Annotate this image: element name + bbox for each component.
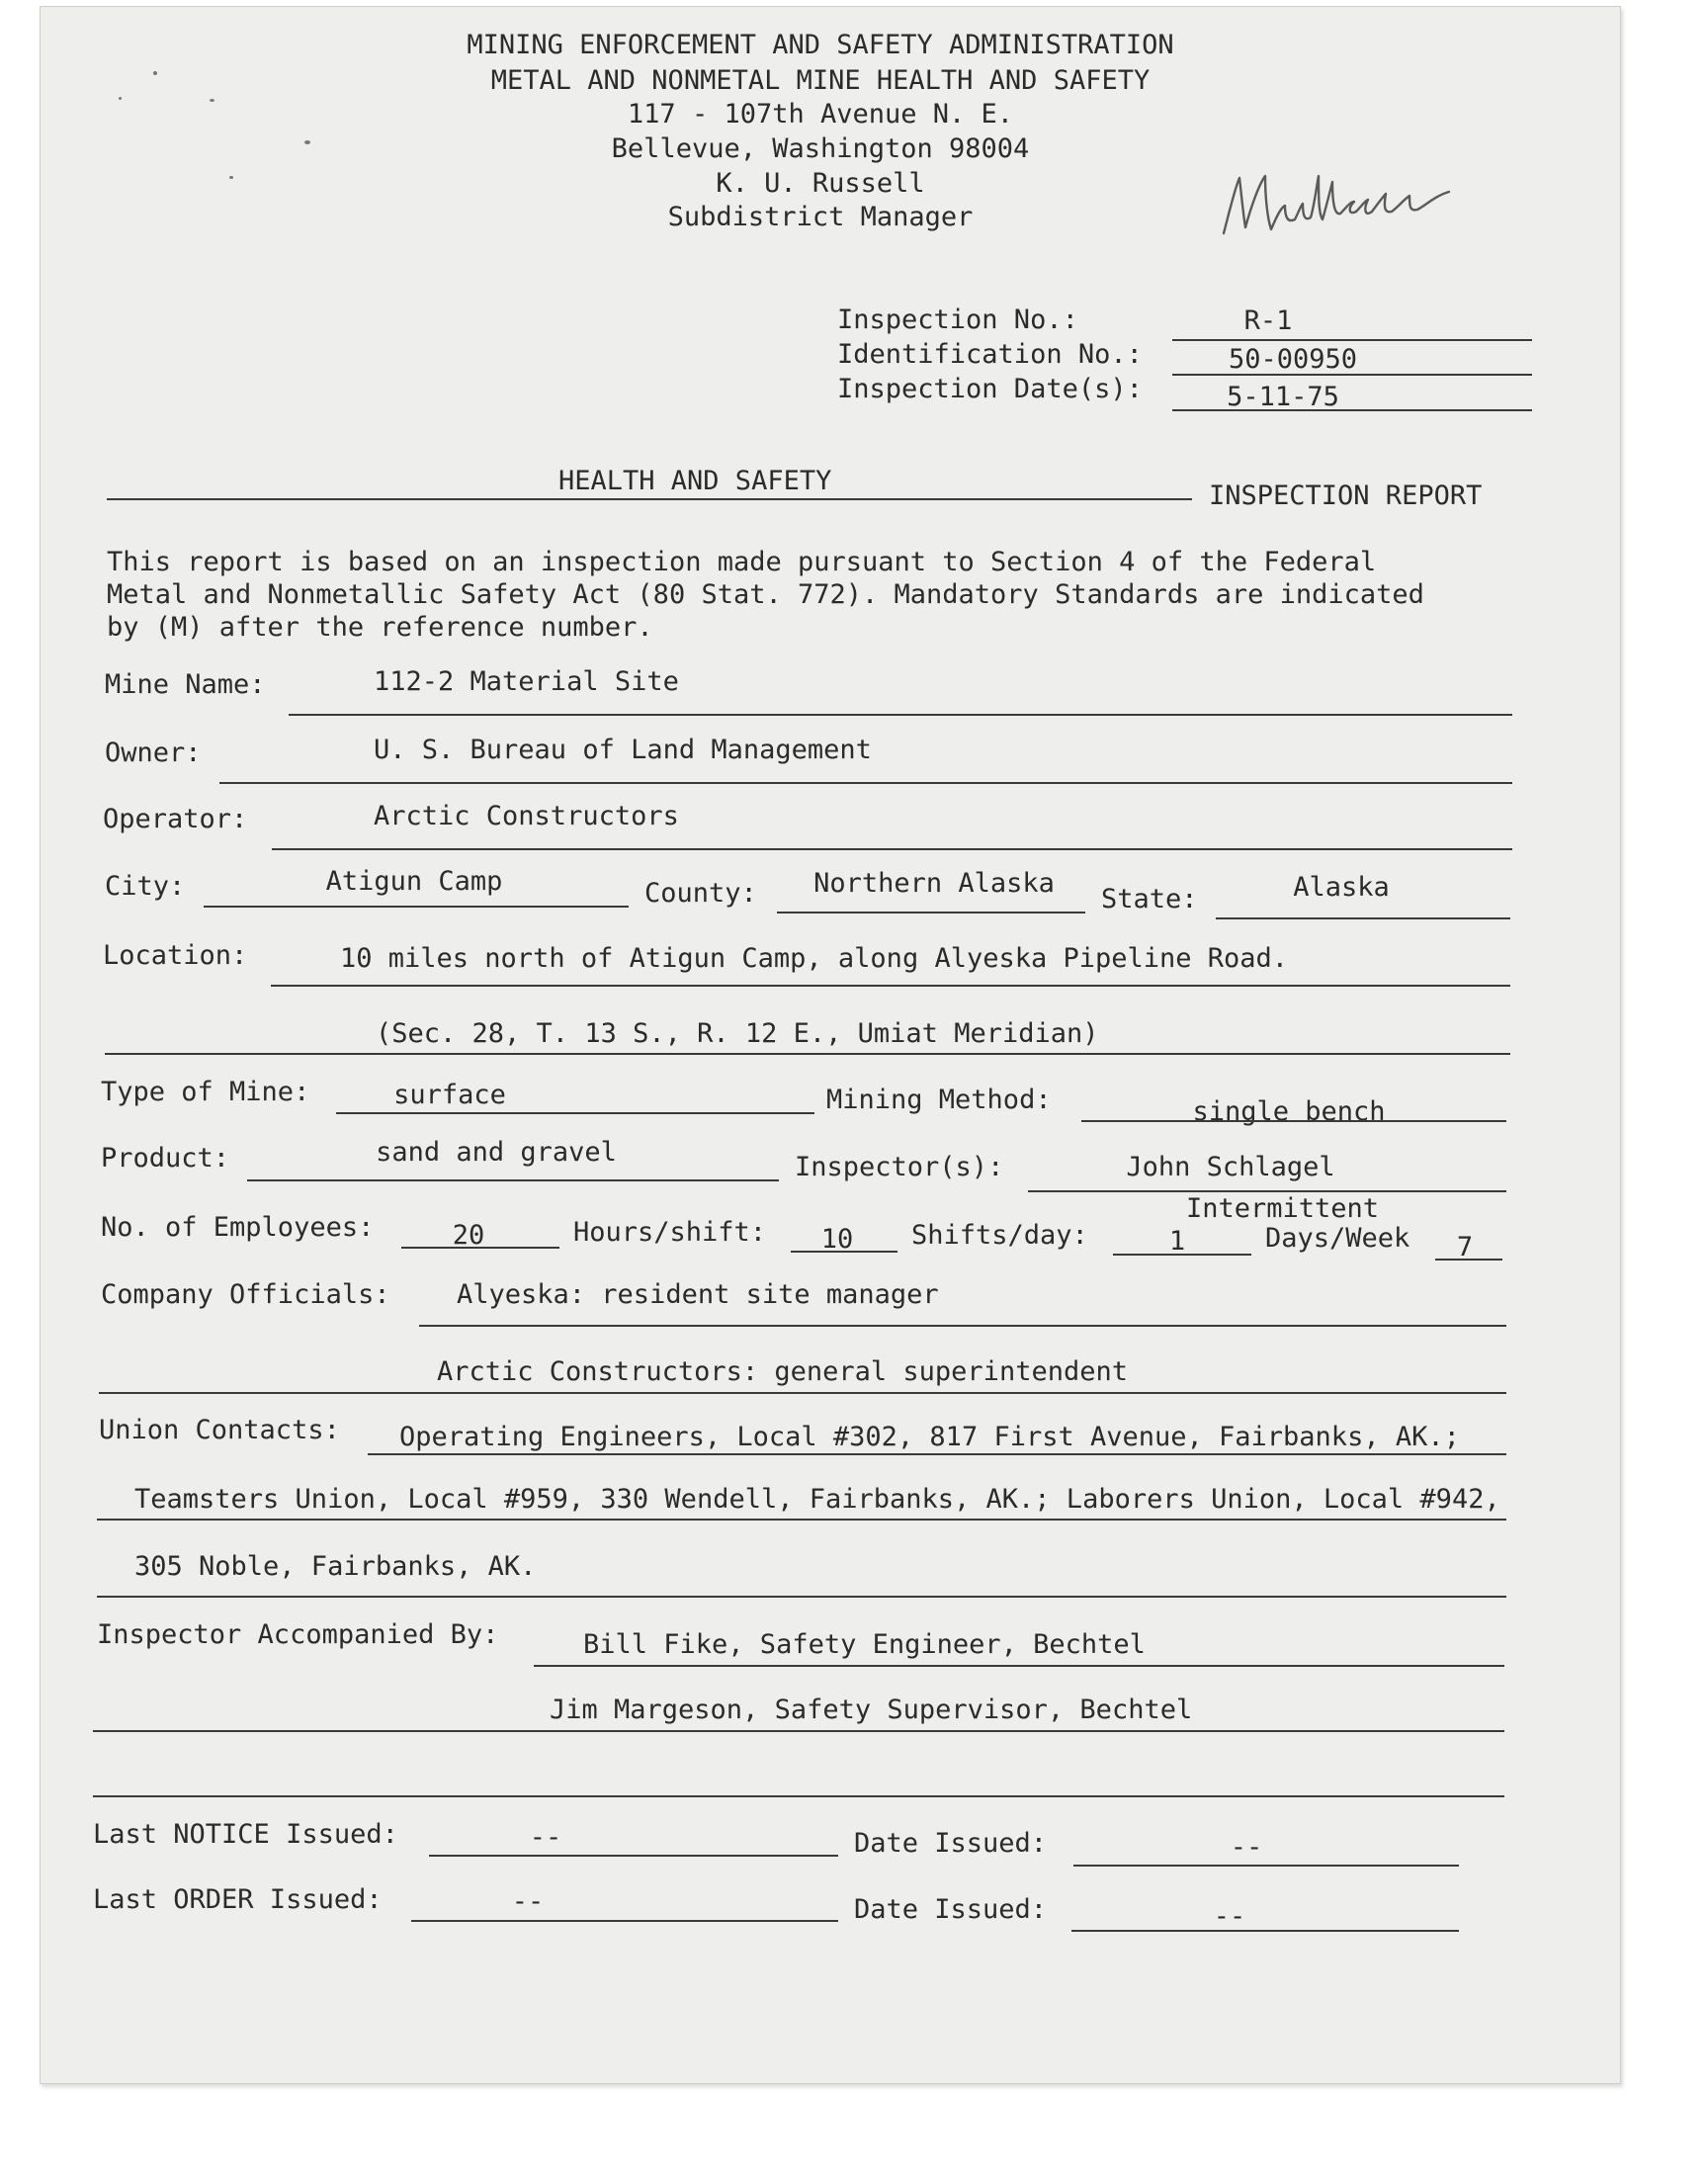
days-week-label: Days/Week (1265, 1223, 1410, 1254)
union-contacts-line2 (97, 1519, 1506, 1521)
scan-speck (229, 176, 233, 179)
inspection-date-label: Inspection Date(s): (837, 374, 1143, 404)
shifts-day-label: Shifts/day: (911, 1220, 1088, 1251)
order-date-issued-line (1071, 1930, 1459, 1932)
mining-method-label: Mining Method: (826, 1085, 1052, 1115)
scan-speck (210, 99, 214, 102)
header-address: 117 - 107th Avenue N. E. (627, 99, 1014, 130)
scan-speck (153, 71, 157, 75)
notice-date-issued-line (1073, 1865, 1459, 1867)
days-week-line (1435, 1259, 1502, 1261)
intro-line: by (M) after the reference number. (107, 611, 653, 643)
hours-shift-line (791, 1251, 897, 1253)
inspector-line (1028, 1190, 1506, 1192)
owner-value: U. S. Bureau of Land Management (374, 735, 872, 765)
inspector-label: Inspector(s): (795, 1152, 1004, 1182)
company-officials-line2-value: Arctic Constructors: general superintendent (437, 1356, 1128, 1387)
location-line1-value: 10 miles north of Atigun Camp, along Alyeska Pipeline Road. (340, 943, 1289, 974)
owner-label: Owner: (105, 738, 202, 768)
accompanied-by-line3 (93, 1795, 1504, 1797)
employees-value: 20 (452, 1220, 485, 1251)
mine-name-line (289, 714, 1512, 716)
report-title-left: HEALTH AND SAFETY (558, 466, 832, 496)
product-line (247, 1179, 779, 1181)
company-officials-line2 (99, 1392, 1506, 1394)
intro-line: Metal and Nonmetallic Safety Act (80 Stat. 772). Mandatory Standards are indicated (107, 578, 1424, 610)
identification-no-line (1172, 374, 1532, 376)
employees-label: No. of Employees: (101, 1212, 375, 1243)
operator-label: Operator: (103, 804, 248, 834)
accompanied-by-line2 (93, 1730, 1504, 1732)
type-of-mine-value: surface (393, 1080, 506, 1110)
union-contacts-line1 (368, 1453, 1506, 1455)
union-contacts-line2-value: Teamsters Union, Local #959, 330 Wendell, Fairbanks, AK.; Laborers Union, Local #942, (134, 1484, 1500, 1515)
city-line (204, 906, 629, 908)
inspection-date-value: 5-11-75 (1227, 382, 1339, 412)
scan-speck (304, 140, 310, 144)
notice-date-issued-value: -- (1230, 1832, 1263, 1863)
state-value: Alaska (1293, 872, 1390, 903)
intro-paragraph (107, 547, 1530, 645)
identification-no-label: Identification No.: (837, 339, 1143, 370)
intro-line: This report is based on an inspection made pursuant to Section 4 of the Federal (107, 547, 1377, 577)
union-contacts-label: Union Contacts: (99, 1415, 340, 1445)
last-order-label: Last ORDER Issued: (93, 1884, 383, 1915)
header-division: METAL AND NONMETAL MINE HEALTH AND SAFETY (490, 65, 1151, 96)
days-week-value: 7 (1456, 1232, 1474, 1262)
header-manager-name: K. U. Russell (716, 168, 925, 199)
mine-name-label: Mine Name: (105, 669, 266, 700)
accompanied-by-line2-value: Jim Margeson, Safety Supervisor, Bechtel (550, 1695, 1193, 1725)
county-value: Northern Alaska (813, 868, 1055, 899)
employees-line (401, 1247, 559, 1249)
hours-shift-value: 10 (820, 1224, 854, 1255)
product-label: Product: (101, 1143, 230, 1174)
product-value: sand and gravel (376, 1137, 617, 1168)
header-city: Bellevue, Washington 98004 (611, 133, 1030, 164)
order-date-issued-label: Date Issued: (854, 1894, 1048, 1925)
shifts-day-value: 1 (1168, 1226, 1186, 1257)
accompanied-by-line1 (534, 1665, 1504, 1667)
shifts-day-line (1113, 1254, 1251, 1256)
county-line (777, 912, 1085, 914)
operator-value: Arctic Constructors (374, 801, 679, 831)
state-line (1216, 917, 1510, 919)
accompanied-by-label: Inspector Accompanied By: (97, 1619, 499, 1650)
inspector-value: John Schlagel (1126, 1152, 1335, 1182)
location-line1 (271, 985, 1510, 987)
last-order-value: -- (511, 1886, 545, 1917)
owner-line (219, 782, 1512, 784)
location-line2 (105, 1053, 1510, 1055)
accompanied-by-line1-value: Bill Fike, Safety Engineer, Bechtel (583, 1629, 1146, 1660)
report-title-right: INSPECTION REPORT (1209, 480, 1483, 511)
last-order-line (411, 1920, 838, 1922)
location-label: Location: (103, 940, 248, 971)
inspection-no-value: R-1 (1243, 305, 1293, 336)
type-of-mine-line (336, 1112, 814, 1114)
inspection-date-line (1172, 409, 1532, 411)
header-manager-title: Subdistrict Manager (667, 202, 974, 232)
company-officials-line1-value: Alyeska: resident site manager (457, 1279, 939, 1310)
union-contacts-line3 (97, 1596, 1506, 1598)
inspection-no-label: Inspection No.: (837, 304, 1078, 335)
company-officials-line1 (419, 1325, 1506, 1327)
order-date-issued-value: -- (1213, 1901, 1246, 1932)
company-officials-label: Company Officials: (101, 1279, 390, 1310)
mining-method-line (1081, 1120, 1506, 1122)
county-label: County: (644, 878, 757, 909)
header-agency: MINING ENFORCEMENT AND SAFETY ADMINISTRATION (467, 30, 1174, 60)
intermittent-note: Intermittent (1186, 1193, 1380, 1224)
location-line2-value: (Sec. 28, T. 13 S., R. 12 E., Umiat Meridian) (376, 1018, 1099, 1049)
identification-no-value: 50-00950 (1228, 344, 1358, 375)
last-notice-label: Last NOTICE Issued: (93, 1819, 398, 1850)
state-label: State: (1101, 884, 1198, 914)
hours-shift-label: Hours/shift: (573, 1217, 767, 1248)
last-notice-line (429, 1855, 838, 1857)
city-label: City: (105, 871, 186, 902)
mine-name-value: 112-2 Material Site (374, 666, 679, 697)
report-title-line (107, 498, 1192, 500)
type-of-mine-label: Type of Mine: (101, 1077, 310, 1107)
inspection-no-line (1172, 339, 1532, 341)
union-contacts-line3-value: 305 Noble, Fairbanks, AK. (134, 1551, 537, 1582)
operator-line (272, 848, 1512, 850)
mining-method-value: single bench (1192, 1096, 1386, 1127)
handwritten-signature (1216, 156, 1473, 255)
last-notice-value: -- (529, 1822, 562, 1853)
notice-date-issued-label: Date Issued: (854, 1828, 1048, 1859)
union-contacts-line1-value: Operating Engineers, Local #302, 817 First Avenue, Fairbanks, AK.; (399, 1422, 1460, 1452)
scan-speck (119, 97, 122, 100)
city-value: Atigun Camp (325, 866, 503, 897)
